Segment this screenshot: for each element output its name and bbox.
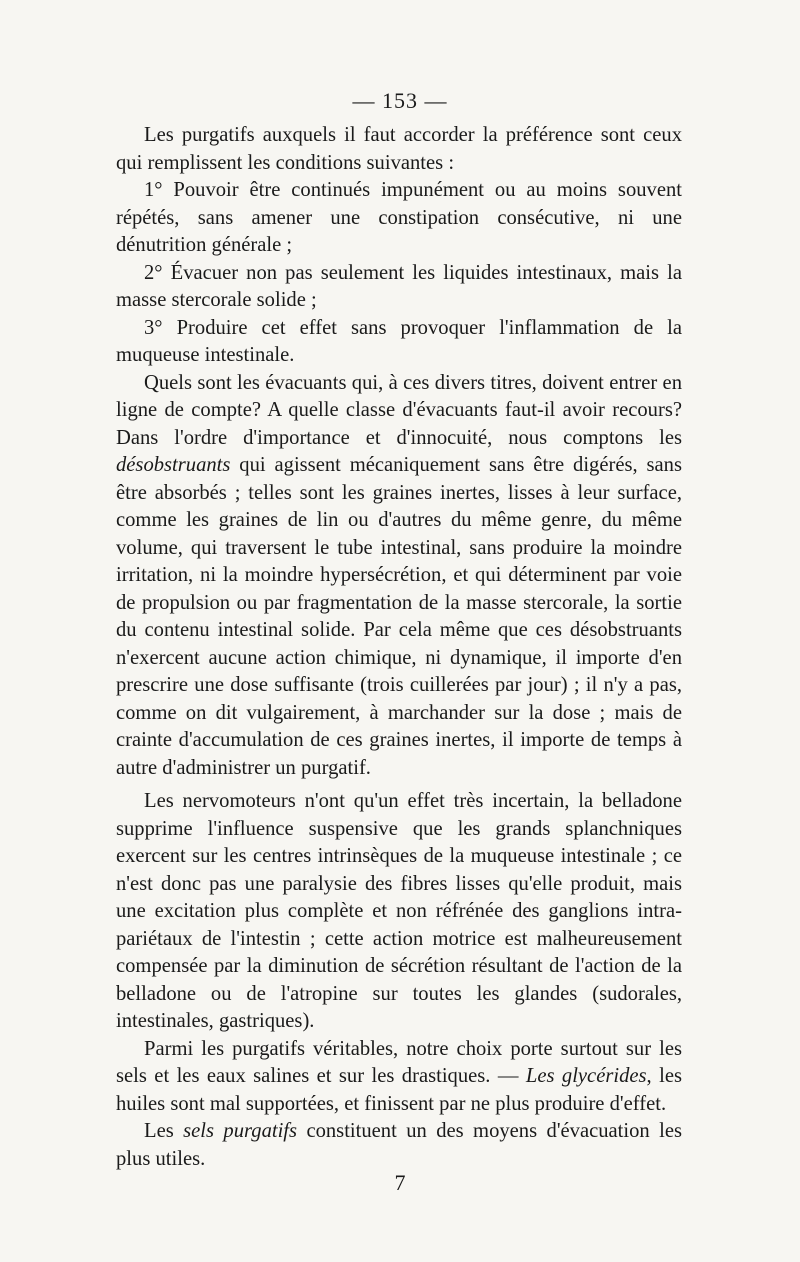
paragraph-evacuants (116, 370, 682, 783)
text-run: constituent un des moyens d'évacuation les plus utiles. (116, 1120, 682, 1170)
text-run: Parmi les purgatifs véritables, notre choix porte surtout sur les sels et les eaux salines et sur les drastiques. — (116, 1037, 682, 1087)
text-run: , les huiles sont mal supportées, et finissent par ne plus produire d'effet. (116, 1065, 682, 1115)
text-run: qui agissent mécaniquement sans être digérés, sans être absorbés ; telles sont les graines inertes, lisses à leur surface, comme les graines de lin ou d'autres du même genre, du même volume, qui traversent le tube intestinal, sans produire la moindre irritation, ni la moindre hypersécrétion, et qui déterminent par voie de propulsion ou par fragmentation de la masse stercorale, la sortie du contenu intestinal solide. Par cela même que ces désobstruants n'exercent aucune action chimique, ni dynamique, il importe d'en prescrire une dose suffisante (trois cuillerées par jour) ; il n'y a pas, comme on dit vulgairement, à marchander sur la dose ; mais de crainte d'accumulation de ces graines inertes, il importe de temps à autre d'administrer un purgatif. (116, 454, 682, 779)
emphasis-glycerides: Les glycérides (525, 1065, 647, 1087)
paragraph-sels (116, 1118, 682, 1173)
page-number: — 153 — (352, 88, 448, 113)
paragraph-purgatifs (116, 1036, 682, 1119)
signature-mark: 7 (394, 1170, 406, 1195)
emphasis-desobstruants: désobstruants (116, 454, 231, 476)
text-run: Quels sont les évacuants qui, à ces divers titres, doivent entrer en ligne de compte? A quelle classe d'évacuants faut-il avoir recours? Dans l'ordre d'importance et d'innocuité, nous comptons les (116, 371, 682, 449)
paragraph-condition-2: 2° Évacuer non pas seulement les liquides intestinaux, mais la masse stercorale solide ; (116, 261, 682, 311)
paragraph-condition-1: 1° Pouvoir être continués impunément ou au moins souvent répétés, sans amener une constipation consécutive, ni une dénutrition générale ; (116, 179, 682, 256)
paragraph-nervomoteurs: Les nervomoteurs n'ont qu'un effet très incertain, la belladone supprime l'influence suspensive que les grands splanchniques exercent sur les centres intrinsèques de la muqueuse intestinale ; ce n'est donc pas une paralysie des fibres lisses qu'elle produit, mais une excitation plus complète et non réfrénée des ganglions intra-pariétaux de l'intestin ; cette action motrice est malheureusement compensée par la diminution de sécrétion résultant de l'action de la belladone ou de l'atropine sur toutes les glandes (sudorales, intestinales, gastriques). (116, 790, 682, 1032)
emphasis-sels-purgatifs: sels purgatifs (183, 1120, 298, 1142)
body-text (116, 122, 682, 1173)
paragraph-intro: Les purgatifs auxquels il faut accorder la préférence sont ceux qui remplissent les conditions suivantes : (116, 124, 682, 174)
paragraph-condition-3: 3° Produire cet effet sans provoquer l'inflammation de la muqueuse intestinale. (116, 316, 682, 366)
text-run: Les (144, 1120, 184, 1142)
